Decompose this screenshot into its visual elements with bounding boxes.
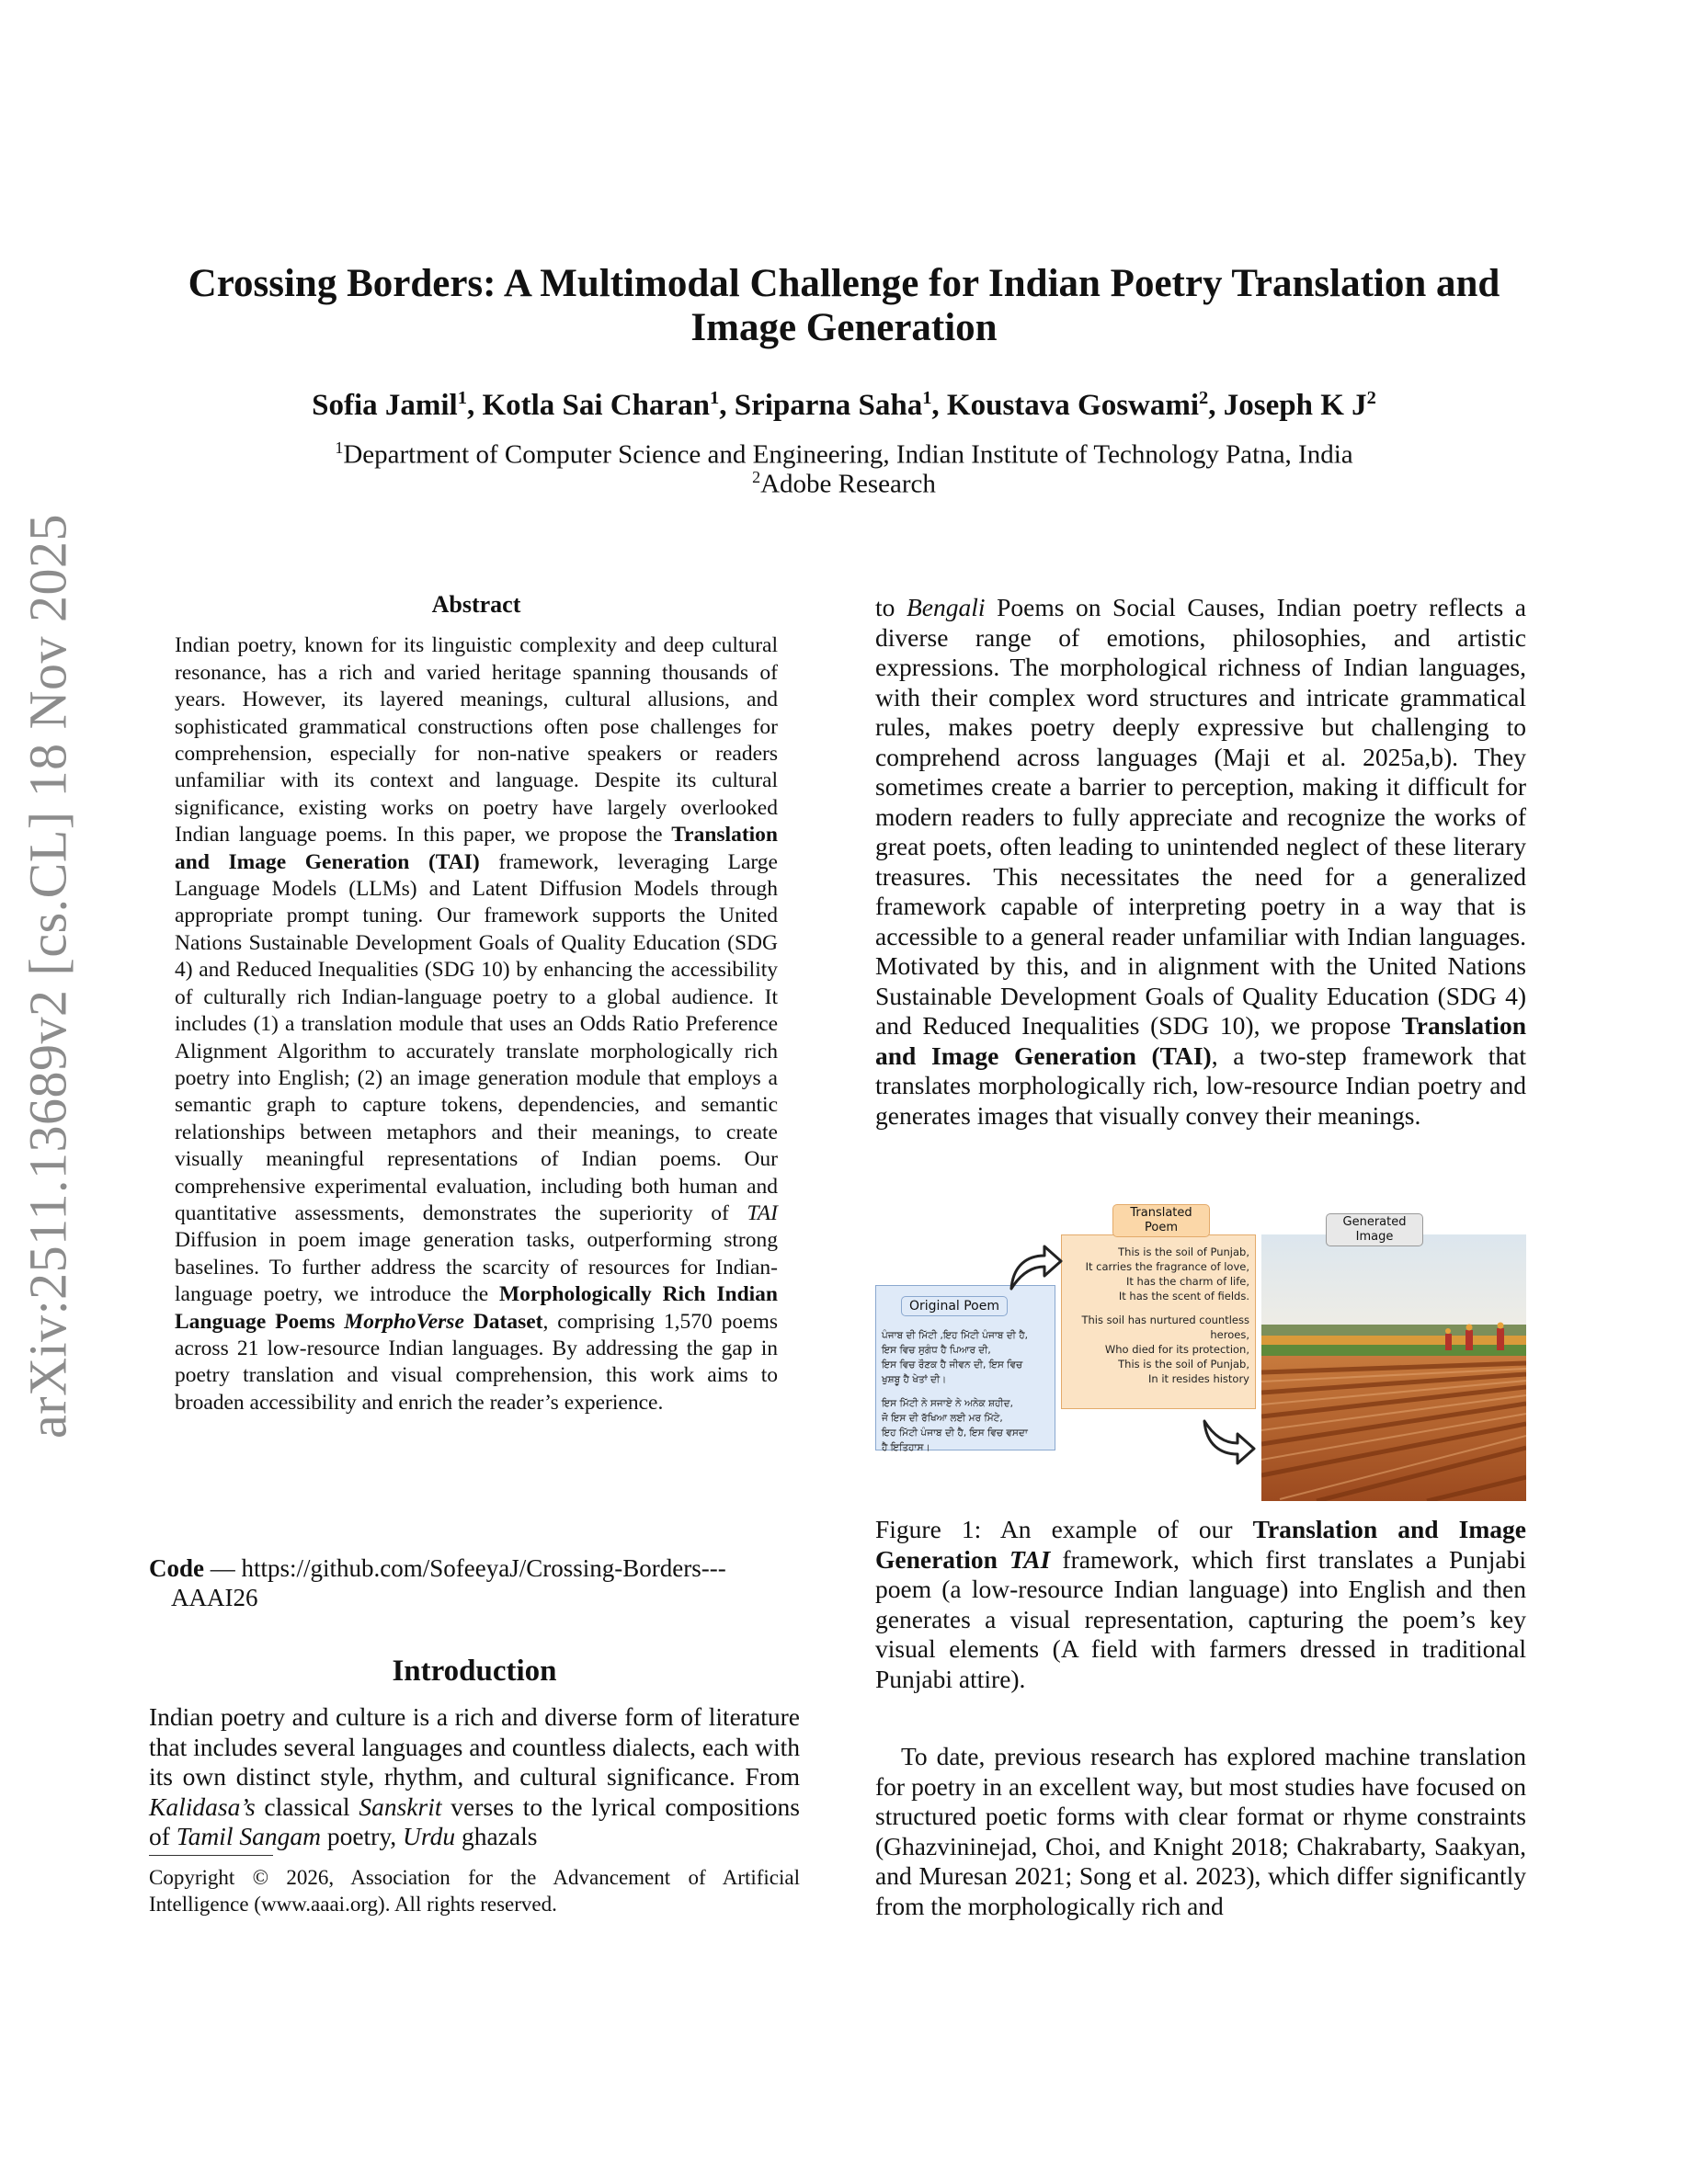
figure-1	[875, 1204, 1526, 1504]
introduction-heading: Introduction	[392, 1655, 557, 1688]
generated-field-image	[1261, 1234, 1526, 1501]
author: Koustava Goswami$^2$,	[946, 388, 1224, 422]
original-poem-box: ਪੰਜਾਬ ਦੀ ਮਿੱਟੀ ,ਇਹ ਮਿੱਟੀ ਪੰਜਾਬ ਦੀ ਹੈ, ਇਸ ਵਿਚ ਸੁਗੰਧ ਹੈ ਪਿਆਰ ਦੀ, ਇਸ ਵਿਚ ਰੌਣਕ ਹੈ ਜੀਵਨ ਦੀ, ਇਸ ਵਿਚ ਖੁਸ਼ਬੂ ਹੈ ਖੇਤਾਂ ਦੀ। ਇਸ ਮਿੱਟੀ ਨੇ ਸਜਾਏ ਨੇ ਅਨੇਕ ਸ਼ਹੀਦ, ਜੋ ਇਸ ਦੀ ਰੱਖਿਆ ਲਈ ਮਰ ਮਿੱਟੇ, ਇਹ ਮਿੱਟੀ ਪੰਜਾਬ ਦੀ ਹੈ, ਇਸ ਵਿਚ ਵਸਦਾ ਹੈ ਇਤਿਹਾਸ।	[875, 1285, 1055, 1450]
author: Kotla Sai Charan$^1$,	[482, 388, 735, 422]
arrow-icon	[1199, 1417, 1260, 1473]
author: Sofia Jamil$^1$,	[312, 388, 483, 422]
abstract-heading: Abstract	[431, 591, 521, 618]
arxiv-stamp: arXiv:2511.13689v2 [cs.CL] 18 Nov 2025	[17, 514, 78, 1439]
right-column-text-2: To date, previous research has explored machine translation for poetry in an excellent way, but most studies have focused on structured poetic forms with clear format or rhyme constraints (Ghazvininejad, Choi, and Knight 2018; Chakrabarty, Saakyan, and Muresan 2021; Song et al. 2023), which differ significantly from the morphologically rich and	[875, 1742, 1526, 1920]
code-link: Code — https://github.com/SofeeyaJ/Crossing-Borders--- AAAI26	[149, 1554, 726, 1611]
translated-poem-box: This is the soil of Punjab, It carries the fragrance of love, It has the charm of life, It has the scent of fields. This soil has nurtured countless heroes, Who died for its protection, This is the soil of Punjab, In it resides history	[1061, 1234, 1256, 1409]
title-line-1: Crossing Borders: A Multimodal Challenge for Indian Poetry Translation and	[188, 262, 1500, 305]
right-column-text: to Bengali Poems on Social Causes, Indian poetry reflects a diverse range of emotions, philosophies, and artistic expressions. The morphological richness of Indian languages, with their complex word structures and intricate grammatical rules, makes poetry deeply expressive but challenging to comprehend across languages (Maji et al. 2025a,b). They sometimes create a barrier to perception, making it difficult for modern readers to fully appreciate and recognize the works of great poets, often leading to unintended neglect of these literary treasures. This necessitates the need for a generalized framework capable of interpreting poetry in a way that is accessible to a general reader unfamiliar with Indian languages. Motivated by this, and in alignment with the United Nations Sustainable Development Goals of Quality Education (SDG 4) and Reduced Inequalities (SDG 10), we propose Translation and Image Generation (TAI), a two-step framework that translates morphologically rich, low-resource Indian poetry and generates images that visually convey their meanings.	[875, 593, 1526, 1130]
figure-caption: Figure 1: An example of our Translation and Image Generation TAI framework, which first translates a Punjabi poem (a low-resource Indian language) into English and then generates a visual representation, capturing the poem’s key visual elements (A field with farmers dressed in traditional Punjabi attire).	[875, 1515, 1526, 1693]
author: Joseph K $J^2$	[1223, 388, 1376, 422]
title-line-2: Image Generation	[690, 306, 998, 349]
arrow-icon	[1004, 1237, 1065, 1292]
affiliation-1: $^1$Department of Computer Science and Engineering, Indian Institute of Technology Patna, India	[335, 438, 1353, 470]
original-poem-label: Original Poem	[901, 1296, 1008, 1316]
author-list	[147, 388, 1541, 423]
affiliation-2: $^2$Adobe Research	[752, 468, 936, 499]
translated-poem-label: Translated Poem	[1112, 1204, 1210, 1237]
abstract	[175, 591, 778, 1416]
copyright-footnote: Copyright © 2026, Association for the Advancement of Artificial Intelligence (www.aaai.org). All rights reserved.	[149, 1866, 800, 1916]
footnote-rule	[149, 1855, 273, 1856]
abstract-body: Indian poetry, known for its linguistic complexity and deep cultural resonance, has a rich and varied heritage spanning thousands of years. However, its layered meanings, cultural allusions, and sophisticated grammatical constructions often pose challenges for comprehension, especially for non-native speakers or readers unfamiliar with its context and language. Despite its cultural significance, existing works on poetry have largely overlooked Indian language poems. In this paper, we propose the Translation and Image Generation (TAI) framework, leveraging Large Language Models (LLMs) and Latent Diffusion Models through appropriate prompt tuning. Our framework supports the United Nations Sustainable Development Goals of Quality Education (SDG 4) and Reduced Inequalities (SDG 10) by enhancing the accessibility of culturally rich Indian-language poetry to a global audience. It includes (1) a translation module that uses an Odds Ratio Preference Alignment Algorithm to accurately translate morphologically rich poetry into English; (2) an image generation module that employs a semantic graph to capture tokens, dependencies, and semantic relationships between metaphors and their meanings, to create visually meaningful representations of Indian poems. Our comprehensive experimental evaluation, including both human and quantitative assessments, demonstrates the superiority of TAI Diffusion in poem image generation tasks, outperforming strong baselines. To further address the scarcity of resources for Indian-language poetry, we introduce the Morphologically Rich Indian Language Poems MorphoVerse Dataset, comprising 1,570 poems across 21 low-resource Indian languages. By addressing the gap in poetry translation and visual comprehension, this work aims to broaden accessibility and enrich the reader’s experience.	[175, 633, 779, 1415]
introduction-body: Indian poetry and culture is a rich and diverse form of literature that includes several languages and countless dialects, each with its own distinct style, rhythm, and cultural significance. From Kalidasa’s classical Sanskrit verses to the lyrical compositions of Tamil Sangam poetry, Urdu ghazals	[149, 1702, 800, 1850]
author: Sriparna Saha$^1$,	[734, 388, 947, 422]
paper-title	[147, 262, 1541, 350]
generated-image-label: Generated Image	[1326, 1213, 1423, 1246]
code-url[interactable]: https://github.com/SofeeyaJ/Crossing-Borders---	[241, 1554, 726, 1582]
